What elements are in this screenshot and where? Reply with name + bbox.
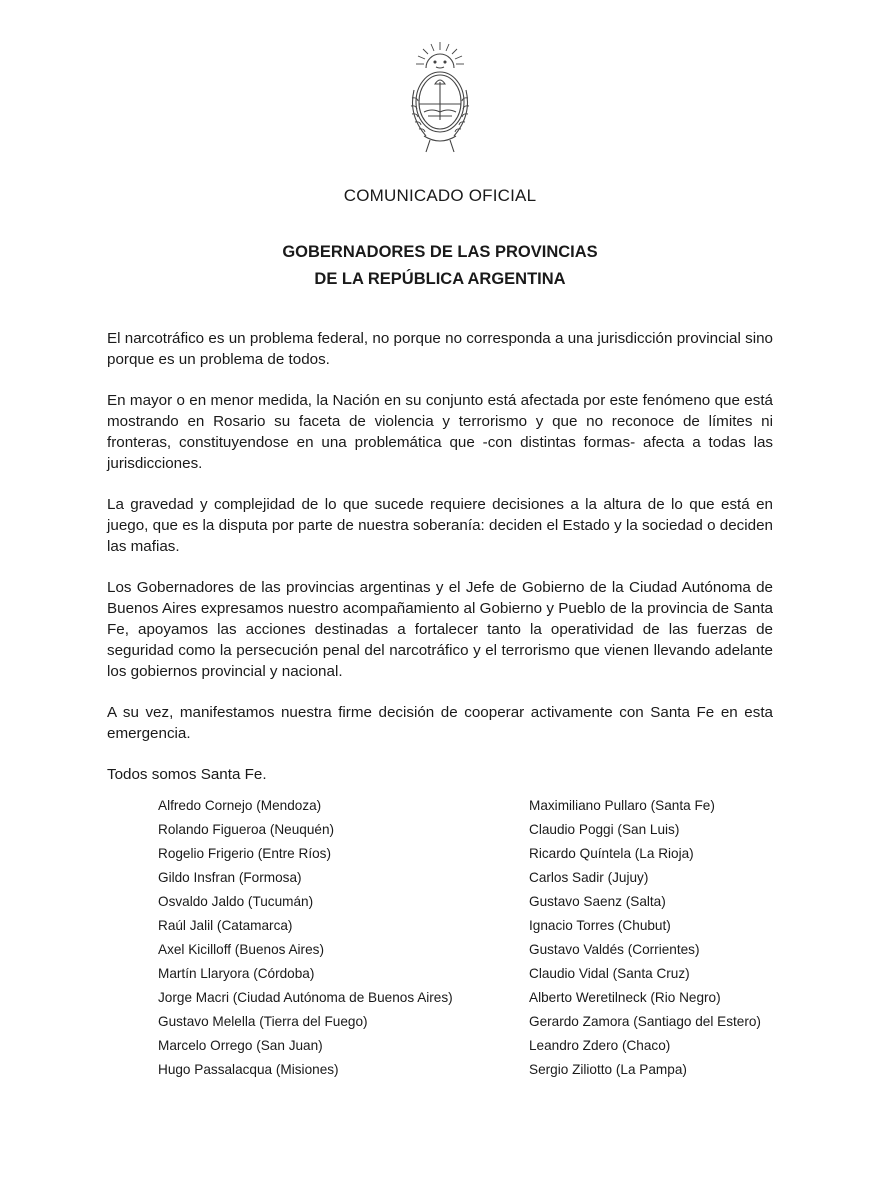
signer: Leandro Zdero (Chaco) [529, 1038, 671, 1053]
closing-line: Todos somos Santa Fe. [107, 766, 267, 783]
signer: Gustavo Melella (Tierra del Fuego) [158, 1014, 368, 1029]
signer: Rogelio Frigerio (Entre Ríos) [158, 846, 332, 861]
signer: Gildo Insfran (Formosa) [158, 870, 302, 885]
signer: Alberto Weretilneck (Rio Negro) [529, 990, 721, 1005]
argentina-coat-of-arms-icon [400, 40, 480, 158]
title-line-1: GOBERNADORES DE LAS PROVINCIAS [282, 243, 598, 261]
body-paragraph-4: Los Gobernadores de las provincias argentinas y el Jefe de Gobierno de la Ciudad Autónoma de Buenos Aires expresamos nuestro acompañamiento al Gobierno y Pueblo de la provincia de Santa Fe, apoyamos las acciones destinadas a fortalecer tanto la operatividad de las fuerzas de seguridad como la persecución penal del narcotráfico y el terrorismo que vienen llevando adelante los gobiernos provincial y nacional. [107, 579, 773, 680]
signer: Claudio Poggi (San Luis) [529, 822, 680, 837]
signer: Claudio Vidal (Santa Cruz) [529, 966, 690, 981]
signer: Gerardo Zamora (Santiago del Estero) [529, 1014, 761, 1029]
signer: Gustavo Saenz (Salta) [529, 894, 666, 909]
signer: Carlos Sadir (Jujuy) [529, 870, 649, 885]
signer: Ignacio Torres (Chubut) [529, 918, 671, 933]
signers-right-column [529, 794, 761, 1082]
document-body [107, 328, 773, 785]
signer: Raúl Jalil (Catamarca) [158, 918, 293, 933]
body-paragraph-2: En mayor o en menor medida, la Nación en su conjunto está afectada por este fenómeno que está mostrando en Rosario su faceta de violencia y terrorismo y que no reconoce de límites ni fronteras, constituyendose en una problemática que -con distintas formas- afecta a todas las jurisdicciones. [107, 392, 773, 472]
body-paragraph-1: El narcotráfico es un problema federal, no porque no corresponda a una jurisdicción provincial sino porque es un problema de todos. [107, 330, 773, 368]
signer: Martín Llaryora (Córdoba) [158, 966, 315, 981]
body-paragraph-5: A su vez, manifestamos nuestra firme decisión de cooperar activamente con Santa Fe en esta emergencia. [107, 704, 773, 742]
signer: Hugo Passalacqua (Misiones) [158, 1062, 339, 1077]
signer: Jorge Macri (Ciudad Autónoma de Buenos Aires) [158, 990, 453, 1005]
signer: Rolando Figueroa (Neuquén) [158, 822, 335, 837]
signers-left-column [158, 794, 453, 1082]
signer: Ricardo Quíntela (La Rioja) [529, 846, 694, 861]
signer: Gustavo Valdés (Corrientes) [529, 942, 700, 957]
document-title [0, 239, 880, 293]
signer: Osvaldo Jaldo (Tucumán) [158, 894, 314, 909]
title-line-2: DE LA REPÚBLICA ARGENTINA [314, 270, 566, 288]
body-paragraph-3: La gravedad y complejidad de lo que sucede requiere decisiones a la altura de lo que está en juego, que es la disputa por parte de nuestra soberanía: deciden el Estado y la sociedad o deciden las mafias. [107, 496, 773, 555]
signer: Marcelo Orrego (San Juan) [158, 1038, 323, 1053]
signer: Maximiliano Pullaro (Santa Fe) [529, 798, 715, 813]
signer: Alfredo Cornejo (Mendoza) [158, 798, 322, 813]
signer: Sergio Ziliotto (La Pampa) [529, 1062, 687, 1077]
signer: Axel Kicilloff (Buenos Aires) [158, 942, 324, 957]
document-heading: COMUNICADO OFICIAL [343, 186, 537, 205]
